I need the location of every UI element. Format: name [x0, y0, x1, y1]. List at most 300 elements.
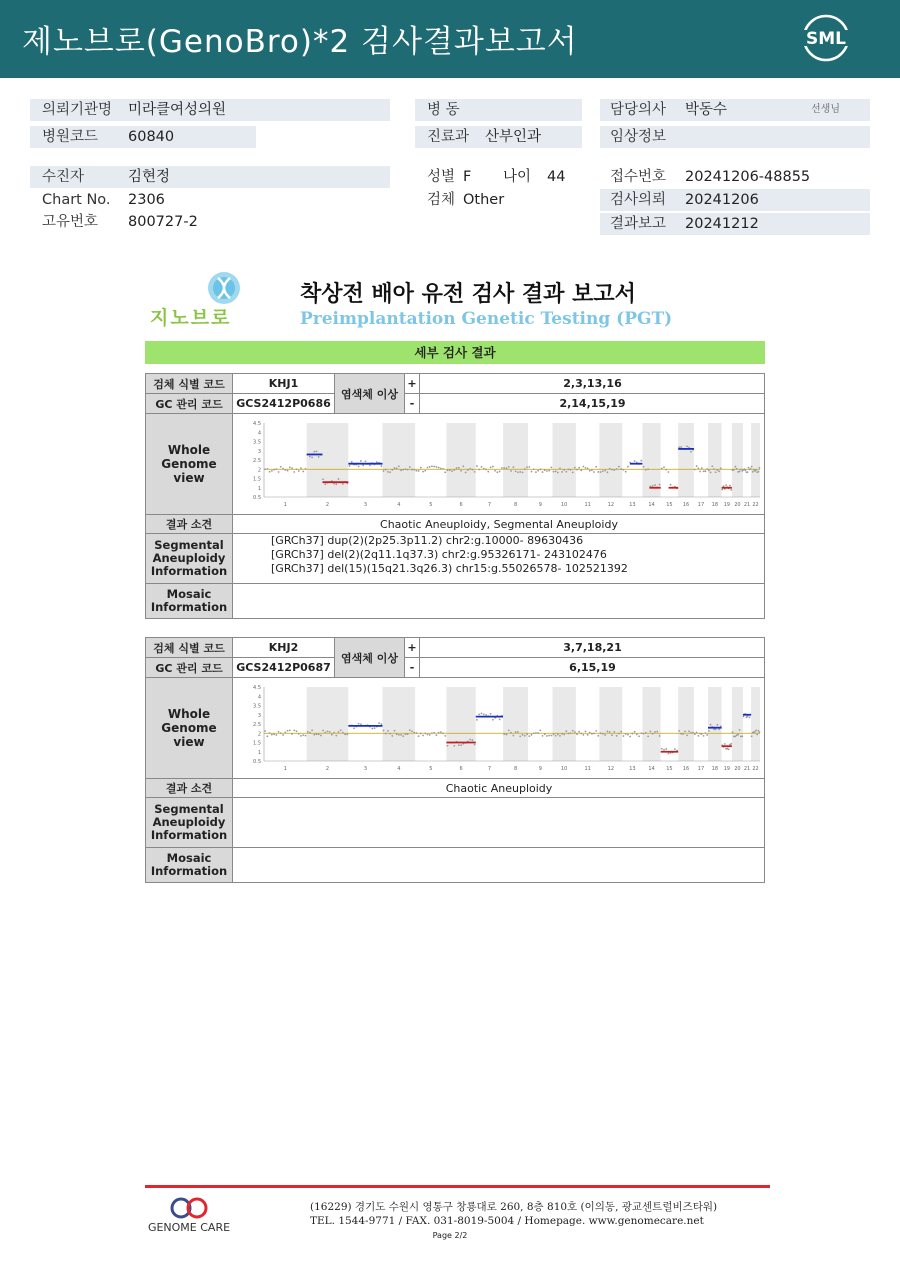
data-point: [351, 461, 353, 463]
data-point: [732, 731, 734, 733]
data-point: [483, 467, 485, 469]
pgt-title-english: Preimplantation Genetic Testing (PGT): [300, 309, 673, 329]
data-point: [510, 470, 512, 472]
data-point: [389, 732, 391, 734]
data-point: [313, 733, 315, 735]
data-point: [300, 467, 302, 469]
data-point: [561, 471, 563, 473]
data-point: [298, 470, 300, 472]
data-point: [704, 732, 706, 734]
data-point: [663, 748, 665, 750]
data-point: [522, 471, 524, 473]
data-point: [447, 469, 449, 471]
data-point: [665, 468, 667, 470]
data-point: [322, 729, 324, 731]
data-point: [427, 466, 429, 468]
segmental-info: [233, 534, 765, 584]
loss-chromosomes: 2,14,15,19: [420, 394, 765, 414]
data-point: [469, 738, 471, 740]
data-point: [602, 470, 604, 472]
specimen-field: [415, 189, 585, 211]
data-point: [481, 465, 483, 467]
data-point: [512, 466, 514, 468]
data-point: [593, 732, 595, 734]
finding-value: Chaotic Aneuploidy: [233, 779, 765, 798]
data-point: [620, 468, 622, 470]
data-point: [485, 714, 487, 716]
data-point: [729, 484, 731, 486]
data-point: [611, 468, 613, 470]
data-point: [667, 752, 669, 754]
data-point: [710, 723, 712, 725]
data-point: [711, 465, 713, 467]
mosaic-value: [233, 584, 765, 618]
data-point: [595, 729, 597, 731]
data-point: [670, 483, 672, 485]
data-point: [563, 733, 565, 735]
gain-sign: +: [405, 374, 420, 394]
data-point: [424, 469, 426, 471]
data-point: [453, 744, 455, 746]
x-tick-label: 19: [723, 501, 730, 508]
data-point: [607, 471, 609, 473]
data-point: [302, 734, 304, 736]
data-point: [398, 733, 400, 735]
institution-label: 의뢰기관명: [42, 102, 113, 118]
data-point: [385, 732, 387, 734]
data-point: [559, 734, 561, 736]
data-point: [697, 734, 699, 736]
contact-line: TEL. 1544-9771 / FAX. 031-8019-5004 / Homepage. www.genomecare.net: [310, 1215, 704, 1227]
data-point: [546, 470, 548, 472]
data-point: [739, 470, 741, 472]
data-point: [755, 729, 757, 731]
x-tick-label: 14: [648, 765, 655, 772]
mosaic-label: Mosaic Information: [146, 848, 233, 882]
data-point: [688, 730, 690, 732]
data-point: [576, 468, 578, 470]
receipt-no-value: 20241206-48855: [685, 169, 811, 185]
data-point: [440, 467, 442, 469]
data-point: [570, 468, 572, 470]
data-point: [353, 727, 355, 729]
data-point: [715, 728, 717, 730]
data-point: [383, 729, 385, 731]
data-point: [589, 731, 591, 733]
data-point: [749, 716, 751, 718]
data-point: [264, 468, 266, 470]
segmental-label: Segmental Aneuploidy Information: [146, 798, 233, 848]
sample-code-value: KHJ2: [233, 638, 335, 658]
x-tick-label: 11: [584, 501, 591, 508]
whole-genome-label: Whole Genome view: [146, 414, 233, 515]
chromosome-band: [552, 423, 575, 497]
data-point: [503, 733, 505, 735]
data-point: [609, 467, 611, 469]
data-point: [640, 459, 642, 461]
chromosome-band: [446, 423, 475, 497]
data-point: [469, 467, 471, 469]
x-tick-label: 3: [363, 765, 368, 772]
data-point: [736, 467, 738, 469]
receipt-no-field: [600, 166, 870, 188]
data-point: [522, 733, 524, 735]
data-point: [320, 734, 322, 736]
data-point: [302, 470, 304, 472]
data-point: [524, 468, 526, 470]
data-point: [411, 730, 413, 732]
data-point: [674, 748, 676, 750]
gc-code-value: GCS2412P0686: [233, 394, 335, 414]
y-tick-label: 3.5: [253, 439, 261, 445]
y-tick-label: 4.5: [253, 684, 261, 691]
data-point: [548, 734, 550, 736]
data-point: [506, 733, 508, 735]
doctor-label: 담당의사: [610, 102, 667, 118]
data-point: [602, 732, 604, 734]
data-point: [349, 465, 351, 467]
data-point: [424, 732, 426, 734]
data-point: [640, 732, 642, 734]
sample-code-label: 검체 식별 코드: [146, 638, 233, 658]
sex-age-field: [415, 166, 585, 188]
x-tick-label: 4: [397, 501, 401, 508]
data-point: [618, 465, 620, 467]
data-point: [678, 446, 680, 448]
data-point: [565, 470, 567, 472]
data-point: [465, 471, 467, 473]
x-tick-label: 22: [752, 501, 759, 508]
data-point: [296, 468, 298, 470]
data-point: [701, 733, 703, 735]
data-point: [585, 730, 587, 732]
data-point: [625, 470, 627, 472]
data-point: [553, 733, 555, 735]
chromosome-band: [415, 423, 446, 497]
data-point: [316, 450, 318, 452]
data-point: [559, 467, 561, 469]
x-tick-label: 19: [723, 765, 730, 772]
data-point: [607, 730, 609, 732]
x-tick-label: 7: [487, 501, 492, 508]
data-point: [747, 471, 749, 473]
data-point: [474, 743, 476, 745]
chromosome-band: [678, 687, 694, 761]
data-point: [293, 729, 295, 731]
data-point: [650, 730, 652, 732]
data-point: [431, 732, 433, 734]
data-point: [429, 734, 431, 736]
gc-code-value: GCS2412P0687: [233, 658, 335, 678]
data-point: [396, 733, 398, 735]
data-point: [585, 466, 587, 468]
y-tick-label: 3: [257, 448, 261, 455]
data-point: [542, 471, 544, 473]
receipt-no-label: 접수번호: [610, 169, 667, 185]
data-point: [444, 734, 446, 736]
chromosome-band: [528, 423, 552, 497]
data-point: [394, 467, 396, 469]
data-point: [557, 733, 559, 735]
data-point: [718, 728, 720, 730]
loss-chromosomes: 6,15,19: [420, 658, 765, 678]
data-point: [647, 735, 649, 737]
chromosome-band: [307, 423, 349, 497]
data-point: [327, 730, 329, 732]
ward-label: 병 동: [427, 102, 460, 118]
data-point: [402, 735, 404, 737]
chromosome-band: [446, 687, 475, 761]
data-point: [287, 469, 289, 471]
data-point: [563, 468, 565, 470]
data-point: [517, 471, 519, 473]
data-point: [338, 730, 340, 732]
hospital-code-value: 60840: [128, 129, 175, 145]
data-point: [422, 470, 424, 472]
loss-sign: -: [405, 658, 420, 678]
data-point: [710, 471, 712, 473]
chromosome-band: [642, 687, 660, 761]
data-point: [474, 471, 476, 473]
data-point: [636, 733, 638, 735]
data-point: [517, 731, 519, 733]
data-point: [524, 734, 526, 736]
x-tick-label: 4: [397, 765, 401, 772]
report-title: 제노브로(GenoBro)*2 검사결과보고서: [22, 24, 578, 60]
chromosome-band: [576, 687, 599, 761]
data-point: [589, 469, 591, 471]
data-point: [271, 470, 273, 472]
x-tick-label: 10: [561, 765, 568, 772]
x-tick-label: 8: [514, 501, 518, 508]
data-point: [442, 732, 444, 734]
data-point: [510, 731, 512, 733]
data-point: [296, 730, 298, 732]
data-point: [582, 465, 584, 467]
data-point: [458, 466, 460, 468]
ward-field: [415, 99, 582, 121]
data-point: [380, 723, 382, 725]
chromosome-abnormality-label: 염색체 이상: [335, 638, 405, 678]
age-value: 44: [547, 169, 566, 185]
data-point: [280, 732, 282, 734]
data-point: [613, 730, 615, 732]
data-point: [398, 465, 400, 467]
clinical-info-label: 임상정보: [610, 129, 667, 145]
whole-genome-plot-2: [233, 678, 765, 779]
data-point: [682, 733, 684, 735]
data-point: [535, 732, 537, 734]
data-point: [429, 466, 431, 468]
data-point: [528, 735, 530, 737]
chart-no-value: 2306: [128, 192, 165, 208]
data-point: [537, 469, 539, 471]
data-point: [389, 471, 391, 473]
data-point: [580, 469, 582, 471]
x-tick-label: 20: [734, 765, 741, 772]
page-number: Page 2/2: [432, 1231, 468, 1240]
data-point: [631, 732, 633, 734]
unique-id-value: 800727-2: [128, 214, 198, 230]
data-point: [289, 729, 291, 731]
data-point: [471, 739, 473, 741]
data-point: [570, 732, 572, 734]
data-point: [568, 468, 570, 470]
data-point: [667, 471, 669, 473]
data-point: [309, 731, 311, 733]
y-tick-label: 4.5: [253, 420, 261, 427]
data-point: [313, 450, 315, 452]
x-tick-label: 21: [743, 501, 751, 508]
data-point: [634, 460, 636, 462]
data-point: [580, 732, 582, 734]
genobro-logo-text: 지노브로: [150, 307, 232, 329]
data-point: [418, 735, 420, 737]
doctor-value: 박동수: [685, 102, 728, 118]
data-point: [748, 466, 750, 468]
data-point: [275, 468, 277, 470]
data-point: [751, 465, 753, 467]
data-point: [542, 735, 544, 737]
department-field: [415, 126, 582, 148]
data-point: [757, 470, 759, 472]
chromosome-band: [743, 423, 751, 497]
clinical-info-field: [600, 126, 870, 148]
data-point: [613, 469, 615, 471]
genome-care-name: GENOME CARE: [147, 1221, 231, 1234]
data-point: [358, 465, 360, 467]
request-date-field: [600, 189, 870, 211]
data-point: [409, 729, 411, 731]
data-point: [362, 464, 364, 466]
data-point: [512, 734, 514, 736]
y-tick-label: 0.5: [253, 758, 261, 765]
data-point: [400, 734, 402, 736]
chromosome-band: [751, 423, 760, 497]
data-point: [643, 465, 645, 467]
footer-address: [310, 1200, 717, 1228]
data-point: [654, 484, 656, 486]
segmental-info: [233, 798, 765, 848]
chromosome-band: [264, 687, 307, 761]
data-point: [447, 744, 449, 746]
data-point: [282, 734, 284, 736]
data-point: [413, 468, 415, 470]
data-point: [652, 484, 654, 486]
data-point: [476, 465, 478, 467]
data-point: [533, 468, 535, 470]
x-tick-label: 12: [607, 501, 615, 508]
data-point: [752, 470, 754, 472]
sample-code-label: 검체 식별 코드: [146, 374, 233, 394]
data-point: [597, 471, 599, 473]
data-point: [494, 469, 496, 471]
x-tick-label: 22: [752, 765, 759, 772]
gain-chromosomes: 2,3,13,16: [420, 374, 765, 394]
report-date-value: 20241212: [685, 216, 759, 232]
data-point: [757, 729, 759, 731]
data-point: [435, 466, 437, 468]
x-tick-label: 15: [666, 765, 673, 772]
data-point: [456, 467, 458, 469]
data-point: [686, 734, 688, 736]
data-point: [490, 466, 492, 468]
x-tick-label: 11: [584, 765, 591, 772]
whole-genome-plot-1: [233, 414, 765, 515]
x-tick-label: 17: [697, 501, 705, 508]
data-point: [271, 733, 273, 735]
data-point: [485, 468, 487, 470]
data-point: [415, 732, 417, 734]
data-point: [478, 713, 480, 715]
chromosome-band: [642, 423, 660, 497]
data-point: [519, 471, 521, 473]
data-point: [609, 731, 611, 733]
x-tick-label: 8: [514, 765, 518, 772]
data-point: [431, 465, 433, 467]
data-point: [515, 470, 517, 472]
specimen-value: Other: [463, 192, 505, 208]
x-tick-label: 13: [629, 501, 636, 508]
data-point: [380, 465, 382, 467]
hospital-code-field: [30, 126, 256, 148]
data-point: [329, 731, 331, 733]
data-point: [703, 470, 705, 472]
data-point: [647, 468, 649, 470]
data-point: [287, 729, 289, 731]
data-point: [451, 470, 453, 472]
chromosome-band: [622, 423, 642, 497]
data-point: [269, 732, 271, 734]
chromosome-band: [382, 687, 415, 761]
address-line: (16229) 경기도 수원시 영통구 창룡대로 260, 8층 810호 (이의동, 광교센트럴비즈타워): [310, 1201, 718, 1213]
data-point: [264, 730, 266, 732]
data-point: [587, 733, 589, 735]
chromosome-band: [743, 687, 751, 761]
doctor-suffix: 선생님: [811, 104, 840, 115]
data-point: [713, 468, 715, 470]
patient-name-value: 김현정: [128, 169, 171, 185]
data-point: [284, 731, 286, 733]
x-tick-label: 10: [561, 501, 568, 508]
sml-logo-text: SML: [806, 29, 846, 49]
data-point: [508, 465, 510, 467]
x-tick-label: 1: [283, 501, 287, 508]
data-point: [745, 469, 747, 471]
data-point: [539, 468, 541, 470]
data-point: [694, 468, 696, 470]
data-point: [503, 467, 505, 469]
data-point: [394, 729, 396, 731]
data-point: [546, 735, 548, 737]
whole-genome-label: Whole Genome view: [146, 678, 233, 779]
data-point: [365, 460, 367, 462]
data-point: [759, 466, 761, 468]
y-tick-label: 1: [257, 485, 261, 492]
data-point: [407, 733, 409, 735]
x-tick-label: 21: [743, 765, 751, 772]
data-point: [661, 467, 663, 469]
data-point: [696, 465, 698, 467]
data-point: [476, 718, 478, 720]
data-point: [550, 734, 552, 736]
data-point: [754, 731, 756, 733]
chromosome-band: [599, 423, 622, 497]
data-point: [578, 466, 580, 468]
data-point: [697, 467, 699, 469]
data-point: [342, 483, 344, 485]
data-point: [740, 468, 742, 470]
